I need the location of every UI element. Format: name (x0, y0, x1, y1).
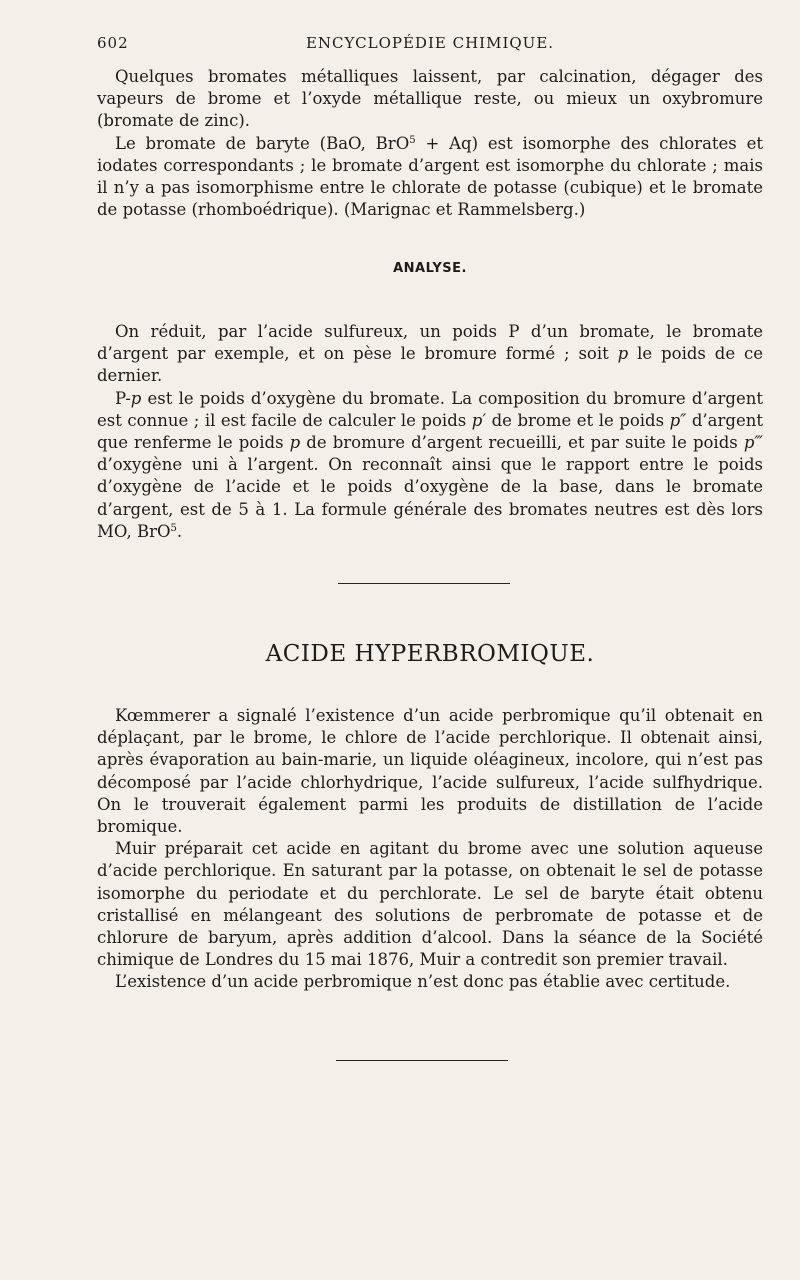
running-title: ENCYCLOPÉDIE CHIMIQUE. (305, 34, 555, 52)
paragraph: L’existence d’un acide perbromique n’est donc pas établie avec certitude. (115, 972, 731, 992)
analyse-section (97, 321, 763, 543)
page-header (97, 30, 763, 56)
acide-section (97, 705, 763, 994)
paragraph: Muir préparait cet acide en agitant du brome avec une solution aqueuse d’acide perchlorique. En saturant par la potasse, on obtenait le sel de potasse isomorphe du periodate et du perchlorate. Le sel de baryte était obtenu cristallisé en mélangeant des solutions de perbromate de potasse et de chlorure de baryum, après addition d’alcool. Dans la séance de la Société chimique de Londres du 15 mai 1876, Muir a contredit son premier travail. (97, 839, 763, 970)
divider-rule (336, 1060, 508, 1061)
section-heading-acide: ACIDE HYPERBROMIQUE. (265, 641, 595, 667)
paragraph: On réduit, par l’acide sulfureux, un poids P d’un bromate, le bromate d’argent par exemple, et on pèse le bromure formé ; soit p le poids de ce dernier. (97, 322, 763, 386)
paragraph: Le bromate de baryte (BaO, BrO$^5$ + Aq) est isomorphe des chlorates et iodates correspondants ; le bromate d’argent est isomorphe du chlorate ; mais il n’y a pas isomorphisme entre le chlorate de potasse (cubique) et le bromate de potasse (rhomboédrique). (Marignac et Rammelsberg.) (97, 133, 763, 220)
paragraph: P-p est le poids d’oxygène du bromate. La composition du bromure d’argent est connue ; il est facile de calculer le poids p′ de brome et le poids p″ d’argent que renferme le poids p de bromure d’argent recueilli, et par suite le poids p‴ d’oxygène uni à l’argent. On reconnaît ainsi que le rapport entre le poids d’oxygène de l’acide et le poids d’oxygène de la base, dans le bromate d’argent, est de 5 à 1. La formule générale des bromates neutres est dès lors MO, BrO$^5$. (97, 388, 763, 541)
bromates-section (97, 66, 763, 221)
divider-rule (338, 583, 510, 584)
paragraph: Quelques bromates métalliques laissent, par calcination, dégager des vapeurs de brome et l’oxyde métallique reste, ou mieux un oxybromure (bromate de zinc). (97, 67, 763, 131)
page-number: 602 (97, 34, 129, 52)
paragraph: Kœmmerer a signalé l’existence d’un acide perbromique qu’il obtenait en déplaçant, par le brome, le chlore de l’acide perchlorique. Il obtenait ainsi, après évaporation au bain-marie, un liquide oléagineux, incolore, qui n’est pas décomposé par l’acide chlorhydrique, l’acide sulfureux, l’acide sulfhydrique. On le trouverait également parmi les produits de distillation de l’acide bromique. (97, 706, 763, 837)
section-heading-analyse: ANALYSE. (393, 261, 467, 276)
